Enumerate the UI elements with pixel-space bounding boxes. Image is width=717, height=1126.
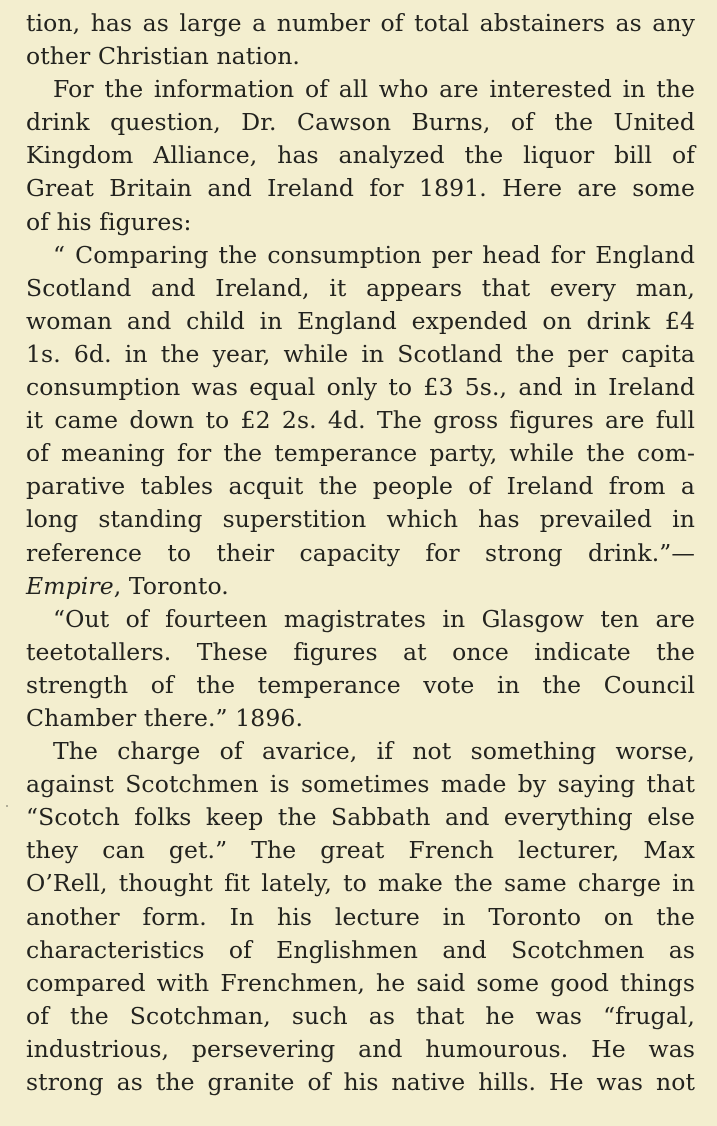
text-line: another form. In his lecture in Toronto on the: [26, 902, 695, 931]
text-line: Kingdom Alliance, has analyzed the liquor bill of: [26, 141, 695, 170]
paragraph-start-line: For the information of all who are interested in the: [53, 75, 695, 104]
text-line: woman and child in England expended on drink £4: [26, 306, 695, 335]
text-line: against Scotchmen is sometimes made by saying that: [26, 770, 695, 799]
text-line: 1s. 6d. in the year, while in Scotland the per capita: [26, 339, 695, 368]
text-line: industrious, persevering and humourous. He was: [26, 1034, 695, 1063]
text-line: Chamber there.” 1896.: [26, 703, 304, 732]
text-line: of meaning for the temperance party, while the com-: [26, 439, 695, 468]
text-line: consumption was equal only to £3 5s., and in Ireland: [26, 373, 695, 402]
text-line: it came down to £2 2s. 4d. The gross figures are full: [26, 406, 695, 435]
text-line: of the Scotchman, such as that he was “frugal,: [26, 1001, 695, 1030]
text-line: characteristics of Englishmen and Scotchmen as: [26, 935, 695, 964]
text-line: Scotland and Ireland, it appears that every man,: [26, 273, 695, 302]
text-line: tion, has as large a number of total abstainers as any: [26, 9, 695, 37]
text-line: teetotallers. These figures at once indicate the: [26, 637, 695, 666]
text-line: O’Rell, thought fit lately, to make the same charge in: [26, 869, 695, 898]
paragraph-start-line: The charge of avarice, if not something worse,: [53, 737, 695, 766]
text-line: Great Britain and Ireland for 1891. Here are some: [26, 174, 695, 203]
text-line: drink question, Dr. Cawson Burns, of the United: [26, 108, 695, 137]
text-line: strength of the temperance vote in the Council: [26, 670, 695, 699]
citation-source: Empire: [26, 571, 114, 600]
citation-line: [26, 570, 695, 603]
text-line: of his figures:: [26, 207, 192, 236]
text-line: compared with Frenchmen, he said some good things: [26, 968, 695, 997]
text-line: strong as the granite of his native hills. He was not: [26, 1068, 695, 1096]
text-line: long standing superstition which has prevailed in: [26, 505, 695, 534]
citation-place: , Toronto.: [113, 571, 229, 600]
text-line: “Scotch folks keep the Sabbath and everything else: [26, 803, 695, 832]
text-line: reference to their capacity for strong drink.”—: [26, 538, 695, 567]
text-line: they can get.” The great French lecturer, Max: [26, 836, 695, 865]
paper-speck: [6, 805, 8, 807]
quote-start-line: “ Comparing the consumption per head for England: [53, 240, 695, 269]
text-line: other Christian nation.: [26, 42, 300, 71]
quote-start-line: “Out of fourteen magistrates in Glasgow ten are: [53, 604, 695, 633]
text-line: parative tables acquit the people of Ireland from a: [26, 472, 695, 501]
